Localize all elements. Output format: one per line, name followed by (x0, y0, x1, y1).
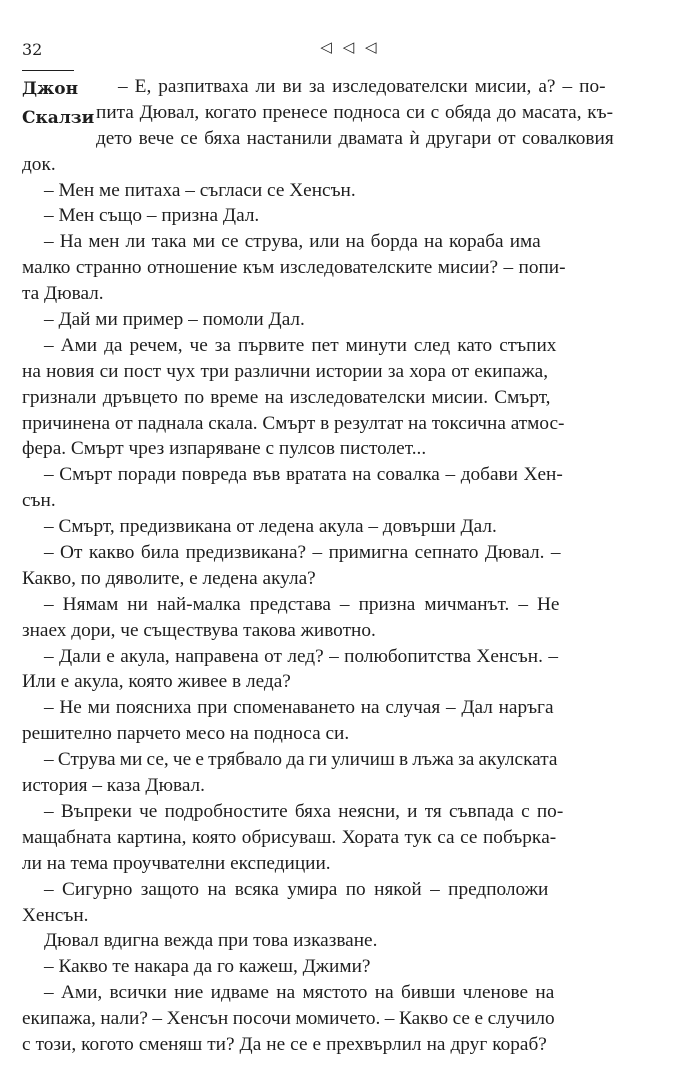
text-line: Или е акула, която живее в леда? (22, 671, 291, 693)
text-line: – Дай ми пример – помоли Дал. (44, 309, 305, 331)
text-line: – Струва ми се, че е трябвало да ги уличиш в лъжа за акулската (44, 749, 558, 771)
text-line: – Нямам ни най-малка представа – призна мичманът. – Не (44, 593, 560, 615)
text-line: история – каза Дювал. (22, 775, 206, 797)
text-line: – Дали е акула, направена от лед? – полюбопитства Хенсън. – (44, 645, 558, 667)
text-line: мащабната картина, която обрисуваш. Хората тук са се побъркa- (22, 826, 557, 848)
text-line: дето вече се бяха настанили двамата ѝ другари от совалковия (96, 127, 614, 149)
ornament: ◁ ◁ ◁ (320, 38, 380, 56)
text-line: ли на тема проучвателни експедиции. (22, 852, 331, 874)
text-line: малко странно отношение към изследователските мисии? – попи- (22, 257, 566, 279)
text-line: – От какво била предизвикана? – примигна сепнато Дювал. – (44, 542, 561, 564)
text-line: причинена от паднала скала. Смърт в резултат на токсична атмос- (22, 412, 565, 434)
text-line: пита Дювал, когато пренесе подноса си с обяда до масата, къ- (96, 101, 614, 123)
body-text (0, 74, 700, 1058)
text-line: – Въпреки че подробностите бяха неясни, и тя съвпада с по- (44, 800, 564, 822)
text-line: – Смърт, предизвикана от ледена акула – довърши Дал. (44, 516, 497, 538)
text-line: та Дювал. (22, 283, 104, 305)
text-line: решително парчето месо на подноса си. (22, 723, 350, 745)
text-line: – Не ми поясниха при споменаването на случая – Дал наръга (44, 697, 554, 719)
text-line: с този, когото сменяш ти? Да не се е прехвърлил на друг кораб? (22, 1033, 547, 1055)
text-line: – Мен ме питаха – съгласи се Хенсън. (44, 179, 356, 201)
text-line: Дювал вдигна вежда при това изказване. (44, 930, 378, 952)
text-line: сън. (22, 490, 56, 512)
text-line: знаех дори, че съществува такова животно. (22, 619, 376, 641)
text-line: гризнали дръвцето по време на изследователски мисии. Смърт, (22, 386, 551, 408)
page-number: 32 (22, 40, 43, 59)
text-line: – На мен ли така ми се струва, или на борда на кораба има (44, 231, 541, 253)
text-line: – Смърт поради повреда във вратата на совалка – добави Хен- (44, 464, 563, 486)
text-line: – Ами, всички ние идваме на мястото на бивши членове на (44, 982, 555, 1004)
text-line: – Сигурно защото на всяка умира по някой – предположи (44, 878, 549, 900)
text-line: на новия си пост чух три различни истории за хора от екипажа, (22, 360, 549, 382)
text-line: фера. Смърт чрез изпаряване с пулсов пистолет... (22, 438, 427, 460)
text-line: – Какво те накара да го кажеш, Джими? (44, 956, 371, 978)
text-line: Какво, по дяволите, е ледена акула? (22, 567, 316, 589)
author-first-name: Джон (22, 79, 79, 99)
text-line: Хенсън. (22, 904, 89, 926)
text-line: – Мен също – призна Дал. (44, 205, 260, 227)
text-line: екипажа, нали? – Хенсън посочи момичето. – Какво се е случило (22, 1008, 555, 1030)
text-line: док. (22, 153, 56, 175)
author-last-name: Скалзи (22, 108, 95, 128)
text-line: – Е, разпитваха ли ви за изследователски мисии, а? – по- (118, 76, 606, 97)
header-rule (22, 70, 74, 71)
text-line: – Ами да речем, че за първите пет минути след като стъпих (44, 334, 557, 356)
